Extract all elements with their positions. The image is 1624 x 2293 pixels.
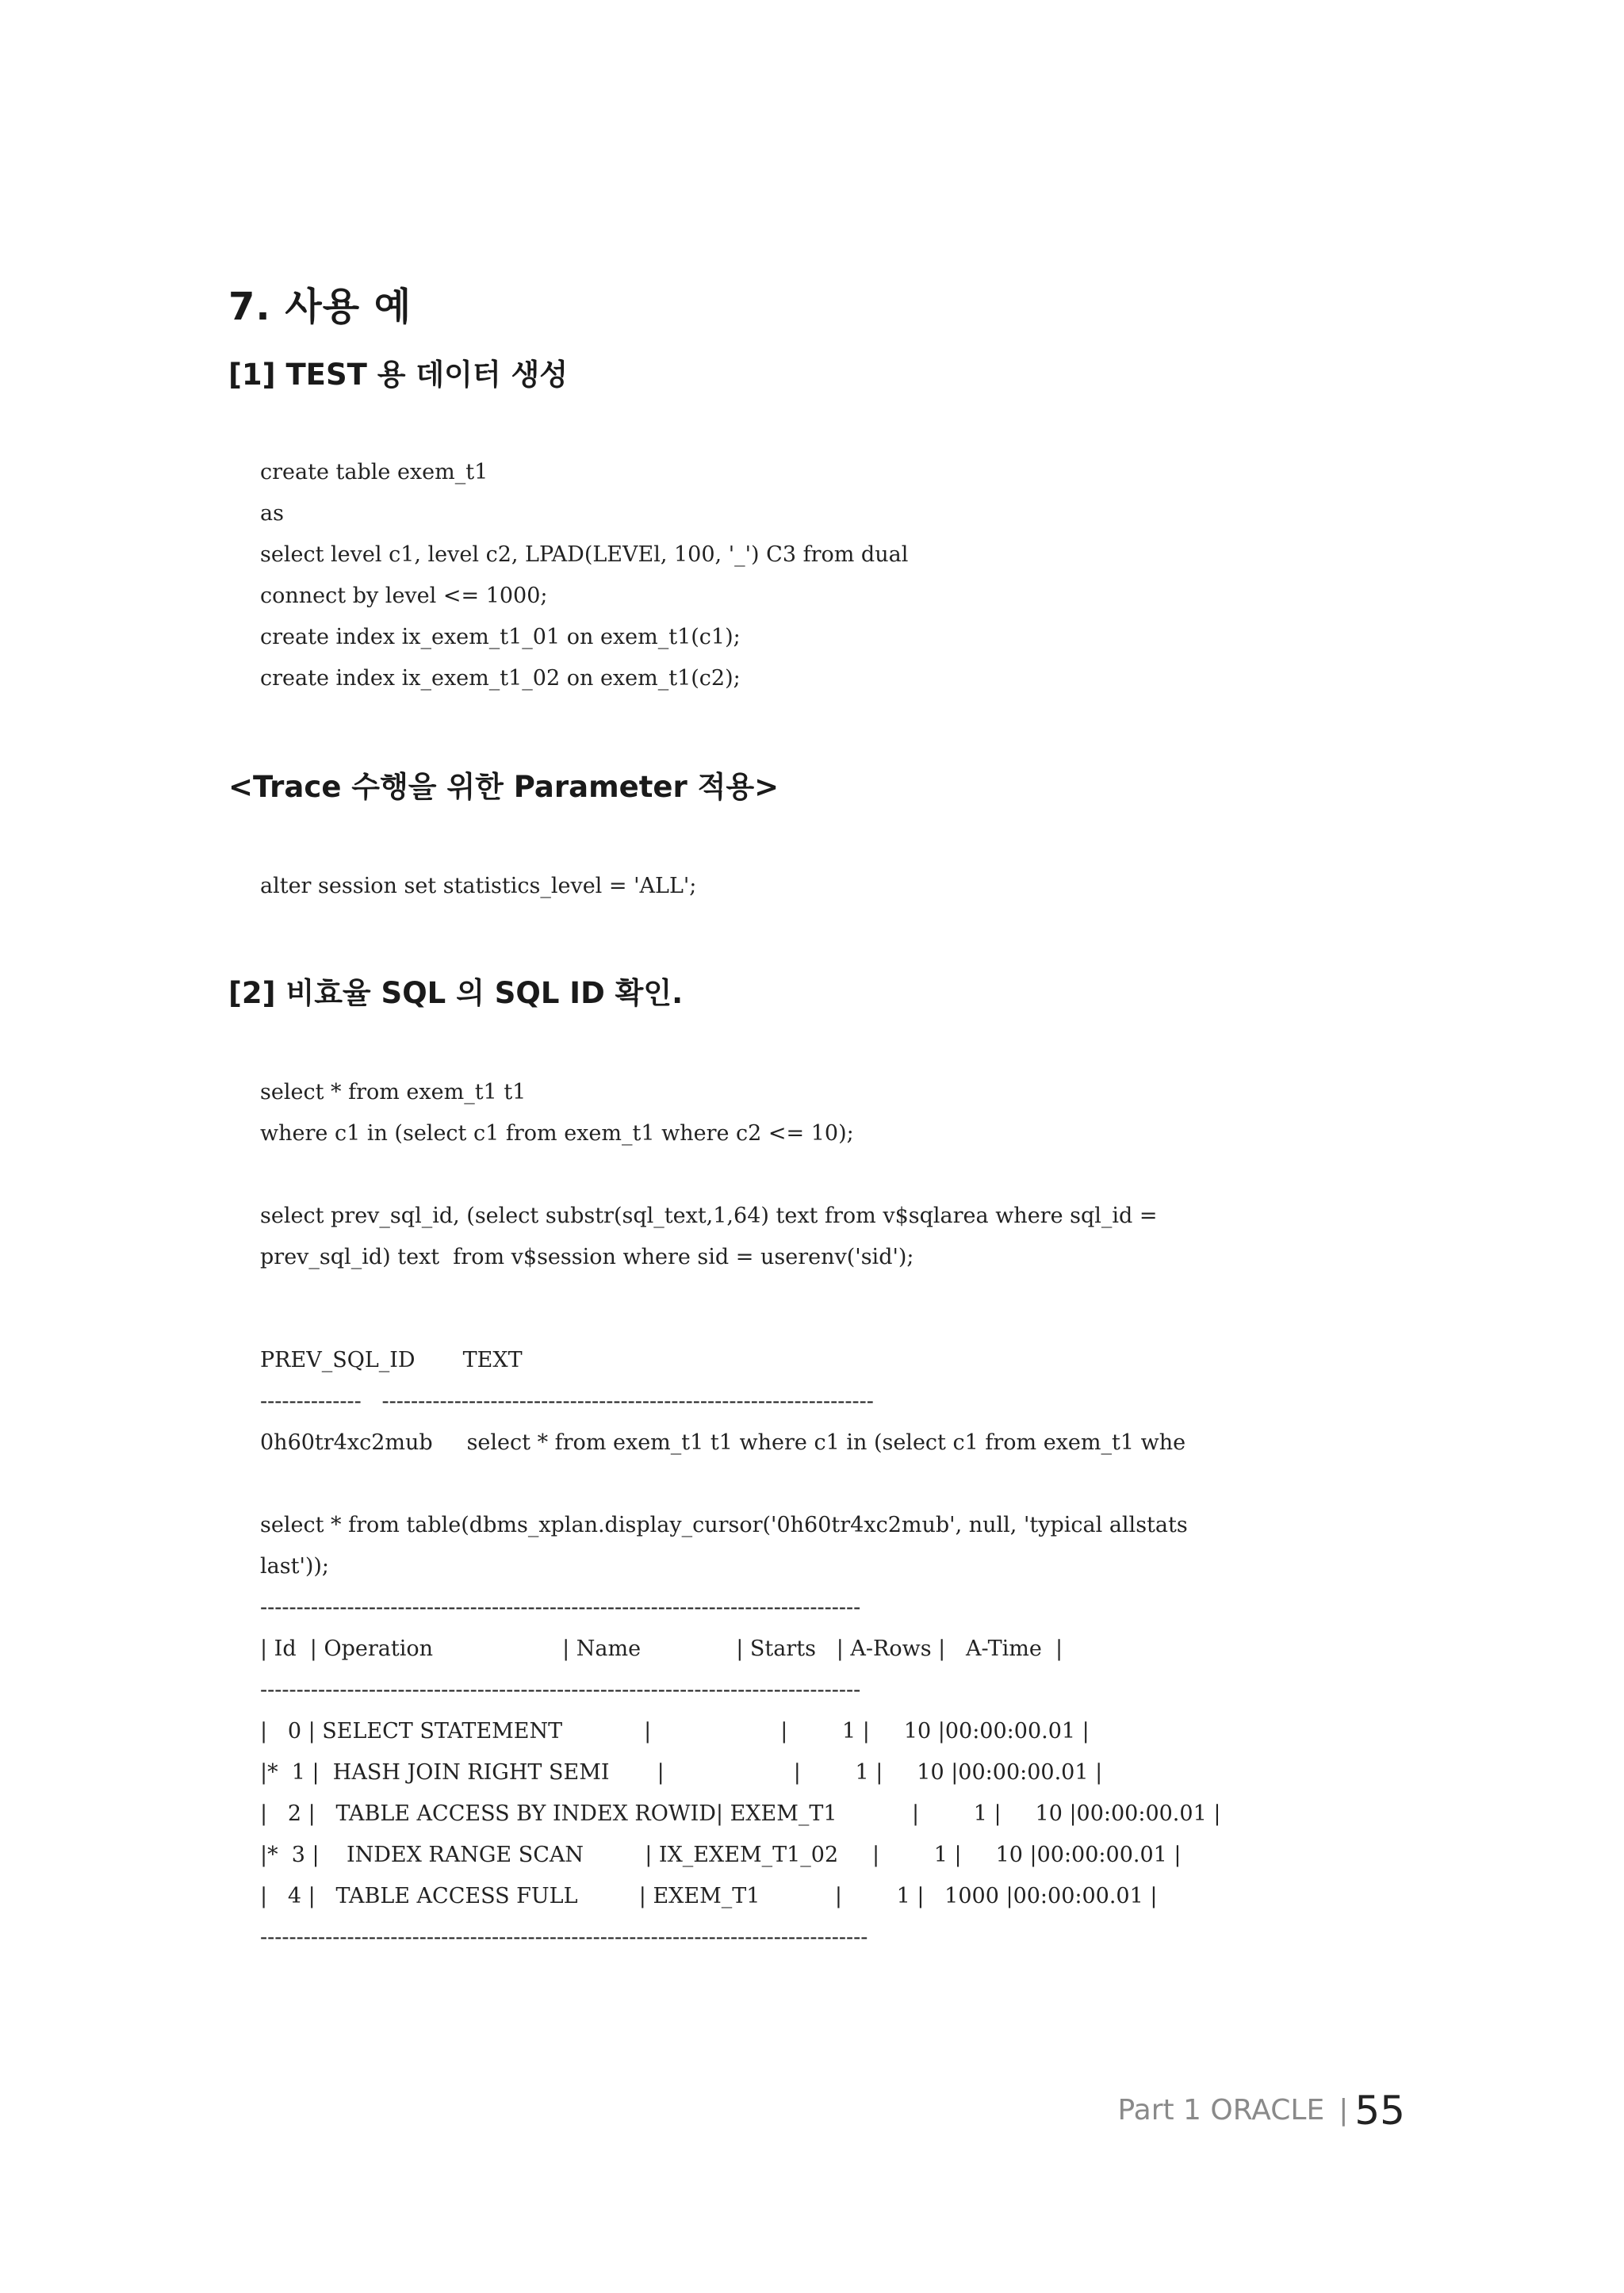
page-number: 55 xyxy=(1354,2088,1405,2134)
sql-id-result-output xyxy=(260,1340,1185,1464)
code-line: select * from exem_t1 t1 xyxy=(260,1080,527,1104)
inefficient-query-code xyxy=(260,1072,854,1154)
code-line: 0h60tr4xc2mub select * from exem_t1 t1 where c1 in (select c1 from exem_t1 whe xyxy=(260,1430,1186,1455)
code-line: | 4 | TABLE ACCESS FULL | EXEM_T1 | 1 | 1000 |00:00:00.01 | xyxy=(260,1884,1158,1908)
code-line: connect by level <= 1000; xyxy=(260,584,548,608)
code-line: ----------------------------------------------------------------------------------- xyxy=(260,1595,861,1620)
code-line: as xyxy=(260,501,284,526)
alter-session-code xyxy=(260,866,696,907)
step2-heading: [2] 비효율 SQL 의 SQL ID 확인. xyxy=(228,976,684,1010)
create-table-code xyxy=(260,452,908,699)
step1-heading: [1] TEST 용 데이터 생성 xyxy=(228,358,568,392)
code-line: select * from table(dbms_xplan.display_cursor('0h60tr4xc2mub', null, 'typical allstats xyxy=(260,1513,1188,1537)
code-line: | 2 | TABLE ACCESS BY INDEX ROWID| EXEM_T1 | 1 | 10 |00:00:00.01 | xyxy=(260,1801,1221,1826)
code-line: |* 3 | INDEX RANGE SCAN | IX_EXEM_T1_02 | 1 | 10 |00:00:00.01 | xyxy=(260,1843,1182,1867)
code-line: ------------------------------------------------------------------------------------ xyxy=(260,1925,868,1950)
page-footer xyxy=(1118,2087,1405,2134)
footer-separator: | xyxy=(1339,2094,1349,2126)
code-line: | Id | Operation | Name | Starts | A-Rows | A-Time | xyxy=(260,1636,1063,1661)
code-line: alter session set statistics_level = 'ALL'; xyxy=(260,874,697,898)
section-title: 7. 사용 예 xyxy=(228,285,412,329)
code-line: create index ix_exem_t1_01 on exem_t1(c1); xyxy=(260,625,741,649)
code-line: -------------- -------------------------------------------------------------------- xyxy=(260,1389,874,1414)
code-line: last')); xyxy=(260,1554,330,1579)
code-line: where c1 in (select c1 from exem_t1 where c2 <= 10); xyxy=(260,1121,854,1146)
code-line: | 0 | SELECT STATEMENT | | 1 | 10 |00:00:00.01 | xyxy=(260,1719,1090,1744)
code-line: select level c1, level c2, LPAD(LEVEl, 100, '_') C3 from dual xyxy=(260,542,909,567)
execution-plan-table xyxy=(260,1587,1220,1958)
code-line: create table exem_t1 xyxy=(260,460,488,484)
code-line: create index ix_exem_t1_02 on exem_t1(c2); xyxy=(260,666,741,691)
code-line: |* 1 | HASH JOIN RIGHT SEMI | | 1 | 10 |00:00:00.01 | xyxy=(260,1760,1103,1785)
code-line: PREV_SQL_ID TEXT xyxy=(260,1348,523,1372)
code-line: prev_sql_id) text from v$session where sid = userenv('sid'); xyxy=(260,1245,914,1269)
trace-heading: <Trace 수행을 위한 Parameter 적용> xyxy=(228,770,779,804)
prev-sql-id-query-code xyxy=(260,1196,1158,1278)
footer-part-label: Part 1 ORACLE xyxy=(1117,2094,1325,2126)
xplan-query-code xyxy=(260,1505,1188,1587)
code-line: ----------------------------------------------------------------------------------- xyxy=(260,1678,861,1702)
code-line: select prev_sql_id, (select substr(sql_text,1,64) text from v$sqlarea where sql_id = xyxy=(260,1204,1158,1228)
